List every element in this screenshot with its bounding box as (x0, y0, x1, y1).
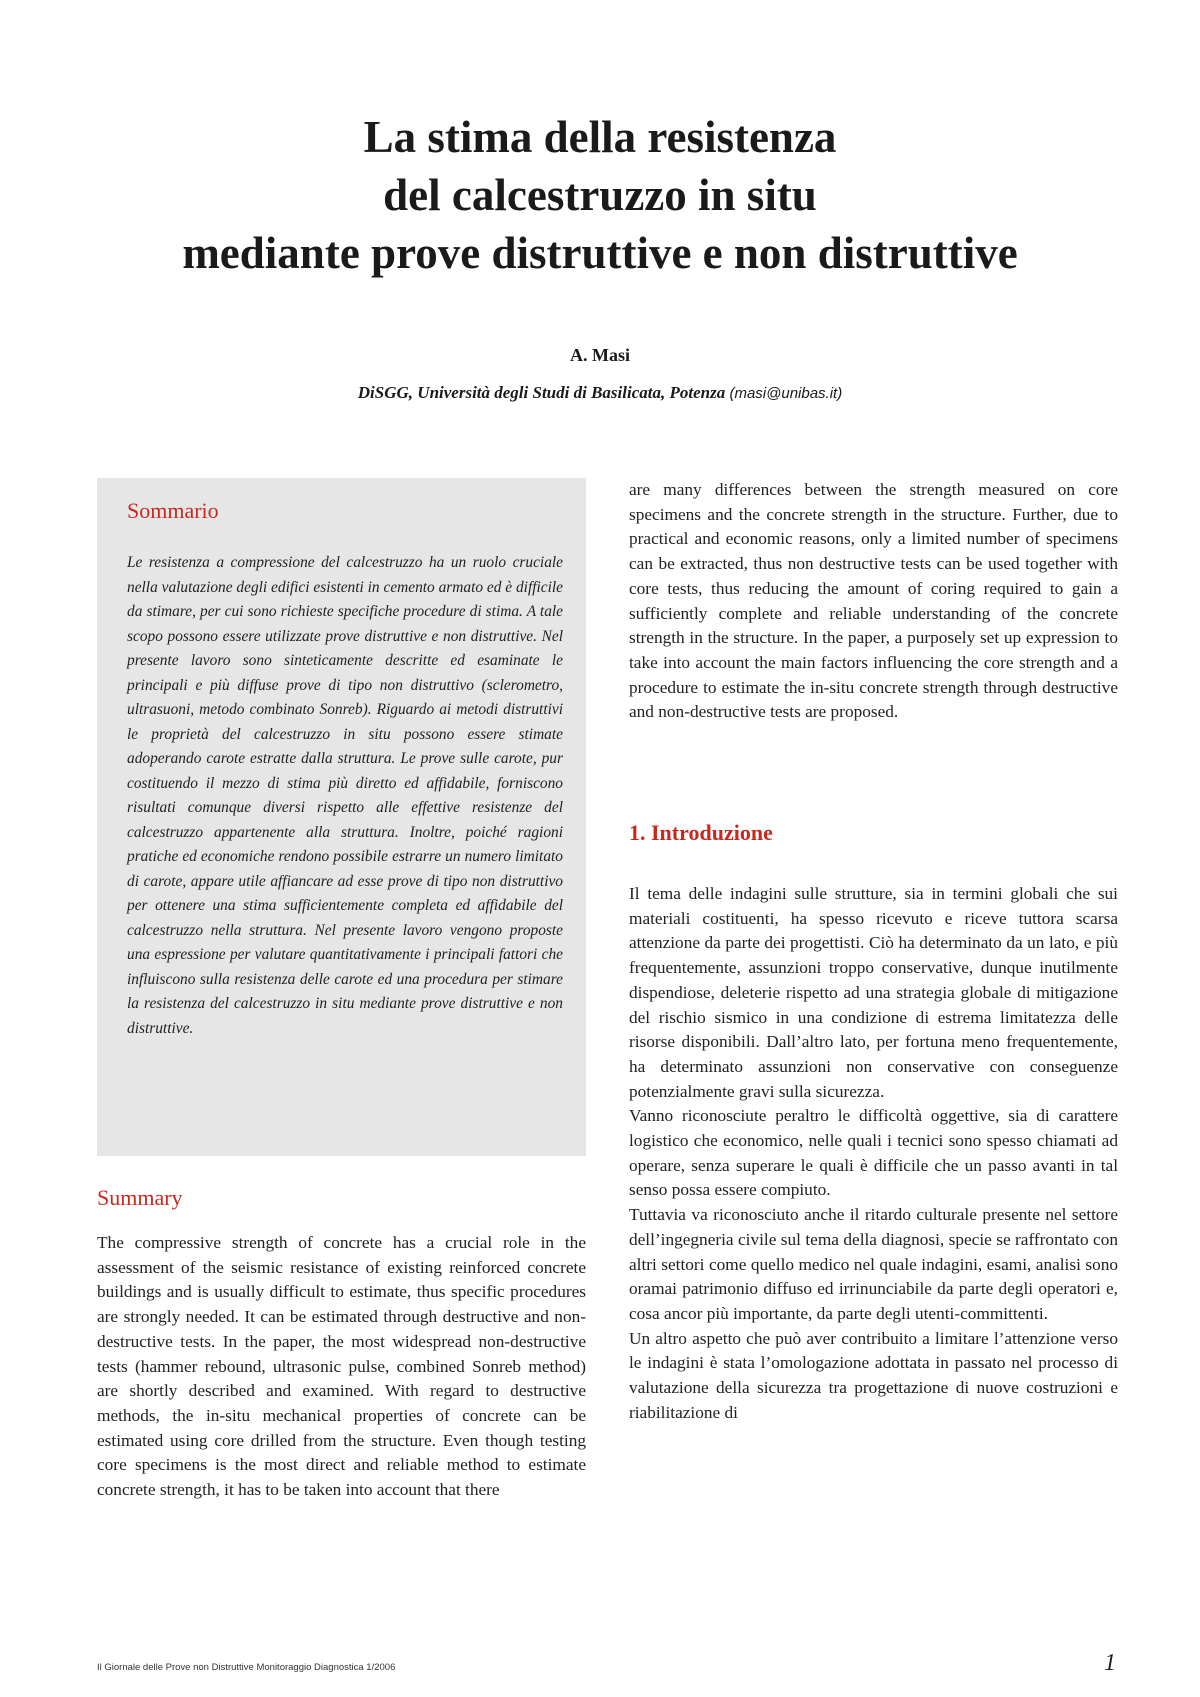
title-line-1: La stima della resistenza (363, 112, 837, 162)
summary-text-right: are many differences between the strength measured on core specimens and the concrete strength in the structure. Further, due to practical and economic reasons, only a limited number of specimens can be extracted, thus non destructive tests can be used together with core tests, thus reducing the amount of coring required to gain a sufficiently complete and reliable understanding of the concrete strength in the structure. In the paper, a purposely set up expression to take into account the main factors influencing the core strength and a procedure to estimate the in-situ concrete strength through destructive and non-destructive tests are proposed. (629, 480, 1118, 722)
sommario-heading: Sommario (127, 498, 219, 523)
intro-paragraph-4: Un altro aspetto che può aver contribuito a limitare l’attenzione verso le indagini è stata l’omologazione adottata in passato nel processo di valutazione della sicurezza tra progettazione di nuove costruzioni e riabilitazione di (629, 1328, 1118, 1422)
intro-paragraph-2: Vanno riconosciute peraltro le difficoltà oggettive, sia di carattere logistico che economico, nelle quali i tecnici sono spesso chiamati ad operare, senza superare le quali è difficile che un passo avanti in tal senso possa essere compiuto. (629, 1106, 1118, 1200)
affiliation-line (0, 383, 1200, 403)
author-name: A. Masi (570, 345, 630, 365)
intro-paragraph-3: Tuttavia va riconosciuto anche il ritardo culturale presente nel settore dell’ingegneria civile sul tema della diagnosi, specie se raffrontato con altri settori come quello medico nel quale indagini, esami, analisi sono oramai patrimonio diffuso ed irrinunciabile da parte degli operatori e, cosa ancor più importante, da parte degli utenti-committenti. (629, 1205, 1118, 1323)
paper-title (0, 108, 1200, 282)
introduzione-heading: 1. Introduzione (629, 820, 773, 845)
sommario-text: Le resistenza a compressione del calcestruzzo ha un ruolo cruciale nella valutazione degli edifici esistenti in cemento armato ed è difficile da stimare, per cui sono richieste specifiche procedure di stima. A tale scopo possono essere utilizzate prove distruttive e non distruttive. Nel presente lavoro sono sinteticamente descritte ed esaminate le principali e più diffuse prove di tipo non distruttivo (sclerometro, ultrasuoni, metodo combinato Sonreb). Riguardo ai metodi distruttivi le proprietà del calcestruzzo in situ possono essere stimate adoperando carote estratte dalla struttura. Le prove sulle carote, pur costituendo il mezzo di stima più diretto ed affidabile, forniscono risultati comunque diversi rispetto alle effettive resistenze del calcestruzzo appartenente alla struttura. Inoltre, poiché ragioni pratiche ed economiche rendono possibile estrarre un numero limitato di carote, appare utile affiancare ad esse prove di tipo non distruttivo per ottenere una stima sufficientemente completa ed affidabile del calcestruzzo nella struttura. Nel presente lavoro vengono proposte una espressione per valutare quantitativamente i principali fattori che influiscono sulla resistenza delle carote ed una procedura per stimare la resistenza del calcestruzzo in situ mediante prove distruttive e non distruttive. (127, 554, 563, 1037)
sommario-box (97, 478, 586, 1156)
affiliation: DiSGG, Università degli Studi di Basilicata, Potenza (357, 383, 726, 402)
summary-heading: Summary (97, 1185, 183, 1210)
journal-footer: Il Giornale delle Prove non Distruttive Monitoraggio Diagnostica 1/2006 (97, 1662, 396, 1673)
intro-paragraph-1: Il tema delle indagini sulle strutture, sia in termini globali che sui materiali costituenti, ha spesso ricevuto e riceve tuttora scarsa attenzione da parte dei progettisti. Ciò ha determinato da un lato, e più frequentemente, assunzioni troppo conservative, dunque inutilmente dispendiose, deleterie rispetto ad una strategia globale di mitigazione del rischio sismico in una condizione di estrema limitatezza delle risorse disponibili. Dall’altro lato, per fortuna meno frequentemente, ha determinato assunzioni non conservative con conseguenze potenzialmente gravi sulla sicurezza. (629, 884, 1118, 1101)
title-line-2: del calcestruzzo in situ (383, 170, 817, 220)
introduzione-body (629, 882, 1118, 1425)
author-email: (masi@unibas.it) (729, 385, 843, 402)
summary-text-left: The compressive strength of concrete has a crucial role in the assessment of the seismic resistance of existing reinforced concrete buildings and is usually difficult to estimate, thus specific procedures are strongly needed. It can be estimated through destructive and non-destructive tests. In the paper, the most widespread non-destructive tests (hammer rebound, ultrasonic pulse, combined Sonreb method) are shortly described and examined. With regard to destructive methods, the in-situ mechanical properties of concrete can be estimated using core drilled from the structure. Even though testing core specimens is the most direct and reliable method to estimate concrete strength, it has to be taken into account that there (97, 1233, 586, 1500)
title-line-3: mediante prove distruttive e non distruttive (182, 228, 1018, 278)
page-number: 1 (1104, 1650, 1116, 1676)
